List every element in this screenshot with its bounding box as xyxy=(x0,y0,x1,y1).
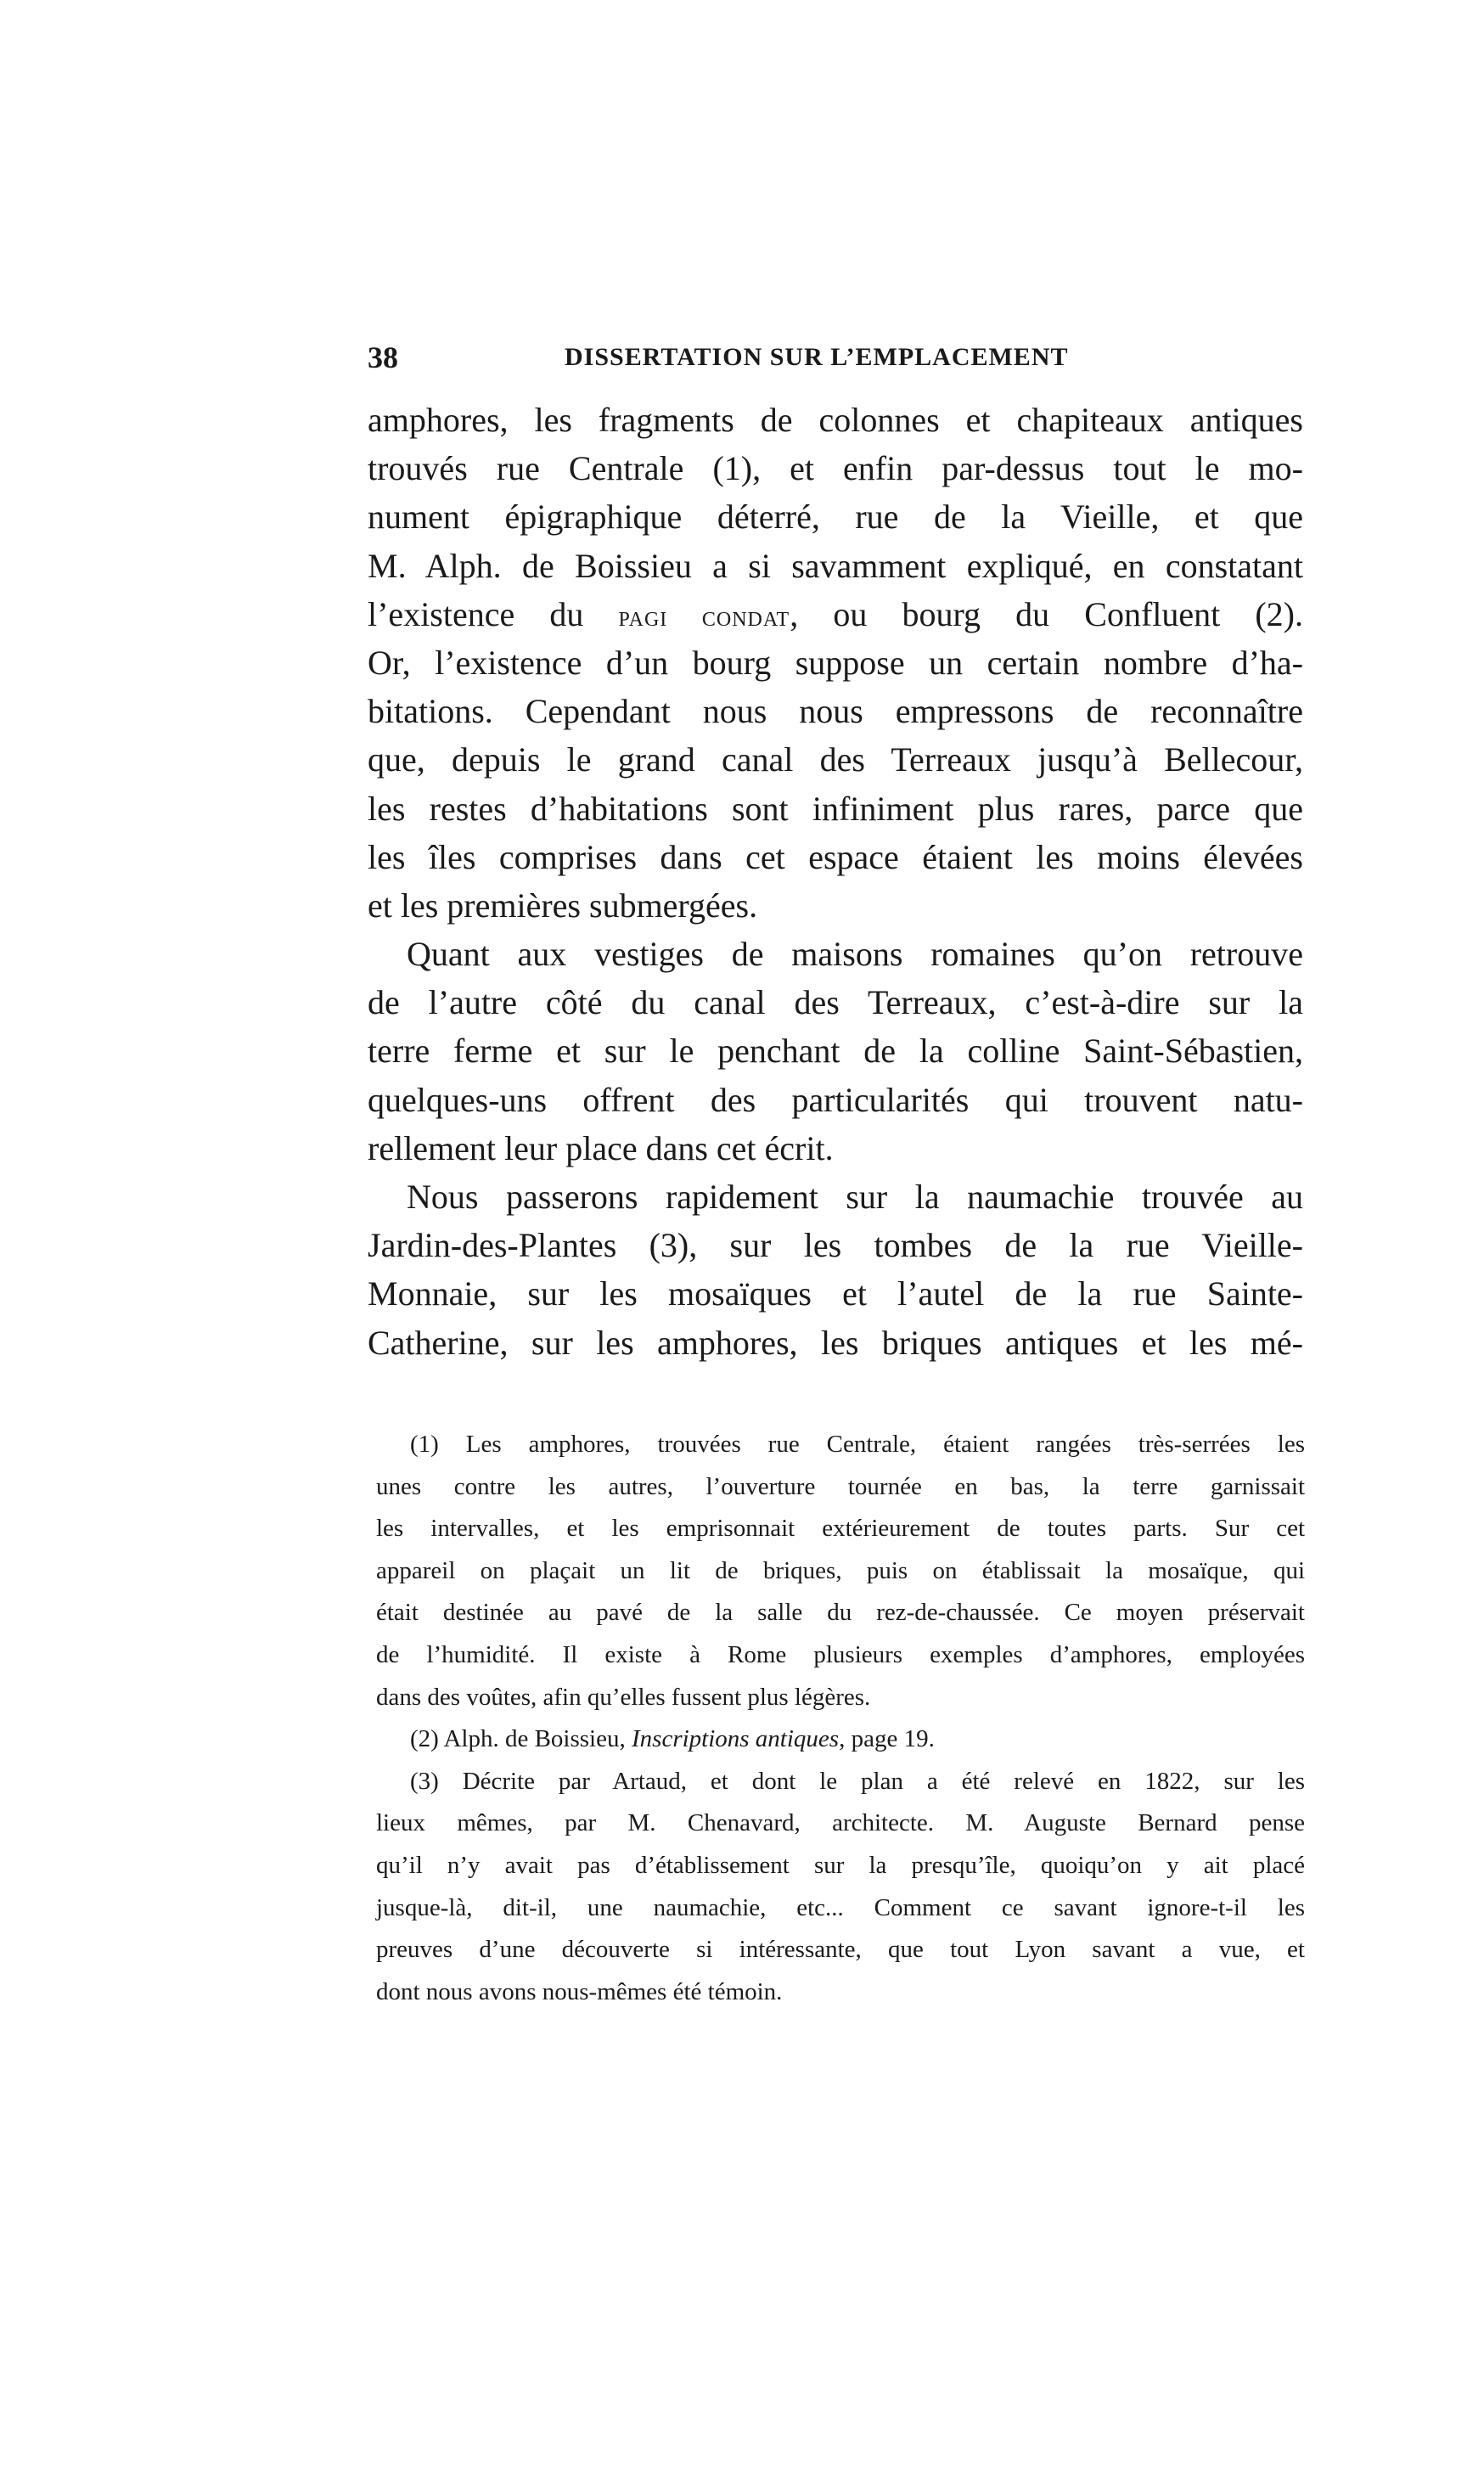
body-line xyxy=(368,881,1303,930)
footnote-line xyxy=(376,1466,1305,1509)
body-line xyxy=(368,396,1303,444)
body-line-segment: Catherine, sur les amphores, les briques antiques et les mé- xyxy=(368,1323,1303,1362)
body-line-segment: nument épigraphique déterré, rue de la Vieille, et que xyxy=(368,498,1303,537)
footnote-line-segment: dont nous avons nous-mêmes été témoin. xyxy=(376,1977,783,2005)
body-line xyxy=(368,590,1303,638)
body-line-segment: Nous passerons rapidement sur la naumachie trouvée au xyxy=(407,1178,1303,1216)
footnote-line-segment: unes contre les autres, l’ouverture tournée en bas, la terre garnissait xyxy=(376,1472,1305,1500)
body-line xyxy=(368,930,1303,978)
footnote-line xyxy=(376,1634,1305,1677)
footnote-line xyxy=(376,1887,1305,1930)
footnote-line-segment: les intervalles, et les emprisonnait extérieurement de toutes parts. Sur cet xyxy=(376,1515,1305,1543)
footnote-line xyxy=(376,1508,1305,1550)
body-line xyxy=(368,833,1303,881)
footnote-line-segment: dans des voûtes, afin qu’elles fussent plus légères. xyxy=(376,1683,871,1711)
body-line-segment: Monnaie, sur les mosaïques et l’autel de la rue Sainte- xyxy=(368,1274,1303,1313)
footnote-line-segment: , page 19. xyxy=(839,1725,935,1753)
body-line xyxy=(368,1319,1303,1367)
body-line-segment: Quant aux vestiges de maisons romaines qu’on retrouve xyxy=(407,935,1303,974)
body-line-segment: amphores, les fragments de colonnes et chapiteaux antiques xyxy=(368,401,1303,439)
body-line-segment: que, depuis le grand canal des Terreaux jusqu’à Bellecour, xyxy=(368,740,1303,779)
body-line xyxy=(368,1124,1303,1173)
page-header xyxy=(368,340,1303,382)
footnote-line-segment: preuves d’une découverte si intéressante, que tout Lyon savant a vue, et xyxy=(376,1936,1305,1964)
footnote-line-segment: (3) Décrite par Artaud, et dont le plan a été relevé en 1822, sur les xyxy=(410,1767,1305,1795)
body-line xyxy=(368,1076,1303,1124)
footnotes xyxy=(376,1424,1305,2013)
running-title: DISSERTATION SUR L’EMPLACEMENT xyxy=(565,343,1069,371)
body-line-segment: Or, l’existence d’un bourg suppose un certain nombre d’ha- xyxy=(368,643,1303,682)
footnote-line xyxy=(376,1845,1305,1887)
body-line xyxy=(368,978,1303,1026)
body-line xyxy=(368,542,1303,590)
body-line xyxy=(368,784,1303,833)
body-line xyxy=(368,444,1303,492)
footnote-line xyxy=(376,1424,1305,1466)
body-line xyxy=(368,687,1303,735)
page-number: 38 xyxy=(368,340,398,374)
body-line-segment: quelques-uns offrent des particularités qui trouvent natu- xyxy=(368,1080,1303,1119)
footnote-line xyxy=(376,1718,1305,1761)
footnote-line xyxy=(376,1761,1305,1803)
footnote-line-segment: qu’il n’y avait pas d’établissement sur la presqu’île, quoiqu’on y ait placé xyxy=(376,1851,1305,1879)
main-text xyxy=(368,396,1303,1367)
body-line-segment: de l’autre côté du canal des Terreaux, c’est-à-dire sur la xyxy=(368,983,1303,1022)
footnote-line xyxy=(376,1550,1305,1593)
body-line xyxy=(368,492,1303,541)
body-line xyxy=(368,1269,1303,1318)
footnote-line-segment: de l’humidité. Il existe à Rome plusieurs exemples d’amphores, employées xyxy=(376,1640,1305,1668)
body-line-segment: , ou bourg du Confluent (2). xyxy=(790,594,1303,633)
body-line-segment: pagi condat xyxy=(618,600,790,633)
body-line-segment: M. Alph. de Boissieu a si savamment expliqué, en constatant xyxy=(368,546,1303,585)
footnote-line xyxy=(376,1802,1305,1845)
body-line-segment: et les premières submergées. xyxy=(368,886,758,925)
body-line-segment: l’existence du xyxy=(368,594,619,633)
body-line xyxy=(368,1173,1303,1221)
footnote-line xyxy=(376,1677,1305,1719)
footnote-line-segment: Inscriptions antiques xyxy=(632,1725,840,1753)
footnote-line-segment: jusque-là, dit-il, une naumachie, etc... Comment ce savant ignore-t-il les xyxy=(376,1893,1305,1921)
footnote-line-segment: appareil on plaçait un lit de briques, puis on établissait la mosaïque, qui xyxy=(376,1556,1305,1584)
footnote-line-segment: lieux mêmes, par M. Chenavard, architecte. M. Auguste Bernard pense xyxy=(376,1809,1305,1837)
body-line xyxy=(368,1221,1303,1269)
body-line-segment: les restes d’habitations sont infiniment plus rares, parce que xyxy=(368,789,1303,828)
body-line xyxy=(368,1026,1303,1075)
body-line-segment: rellement leur place dans cet écrit. xyxy=(368,1128,834,1167)
body-line-segment: les îles comprises dans cet espace étaient les moins élevées xyxy=(368,837,1303,876)
footnote-line xyxy=(376,1592,1305,1634)
body-line-segment: terre ferme et sur le penchant de la colline Saint-Sébastien, xyxy=(368,1032,1303,1071)
body-line-segment: bitations. Cependant nous nous empressons de reconnaître xyxy=(368,692,1303,731)
footnote-line-segment: (1) Les amphores, trouvées rue Centrale, étaient rangées très-serrées les xyxy=(410,1431,1305,1458)
footnote-line-segment: était destinée au pavé de la salle du rez-de-chaussée. Ce moyen préservait xyxy=(376,1599,1305,1627)
body-line-segment: Jardin-des-Plantes (3), sur les tombes de la rue Vieille- xyxy=(368,1226,1303,1265)
footnote-line xyxy=(376,1971,1305,2014)
body-line xyxy=(368,638,1303,687)
body-line-segment: trouvés rue Centrale (1), et enfin par-dessus tout le mo- xyxy=(368,449,1303,488)
footnote-line xyxy=(376,1929,1305,1971)
body-line xyxy=(368,735,1303,784)
footnote-line-segment: (2) Alph. de Boissieu, xyxy=(410,1725,632,1753)
